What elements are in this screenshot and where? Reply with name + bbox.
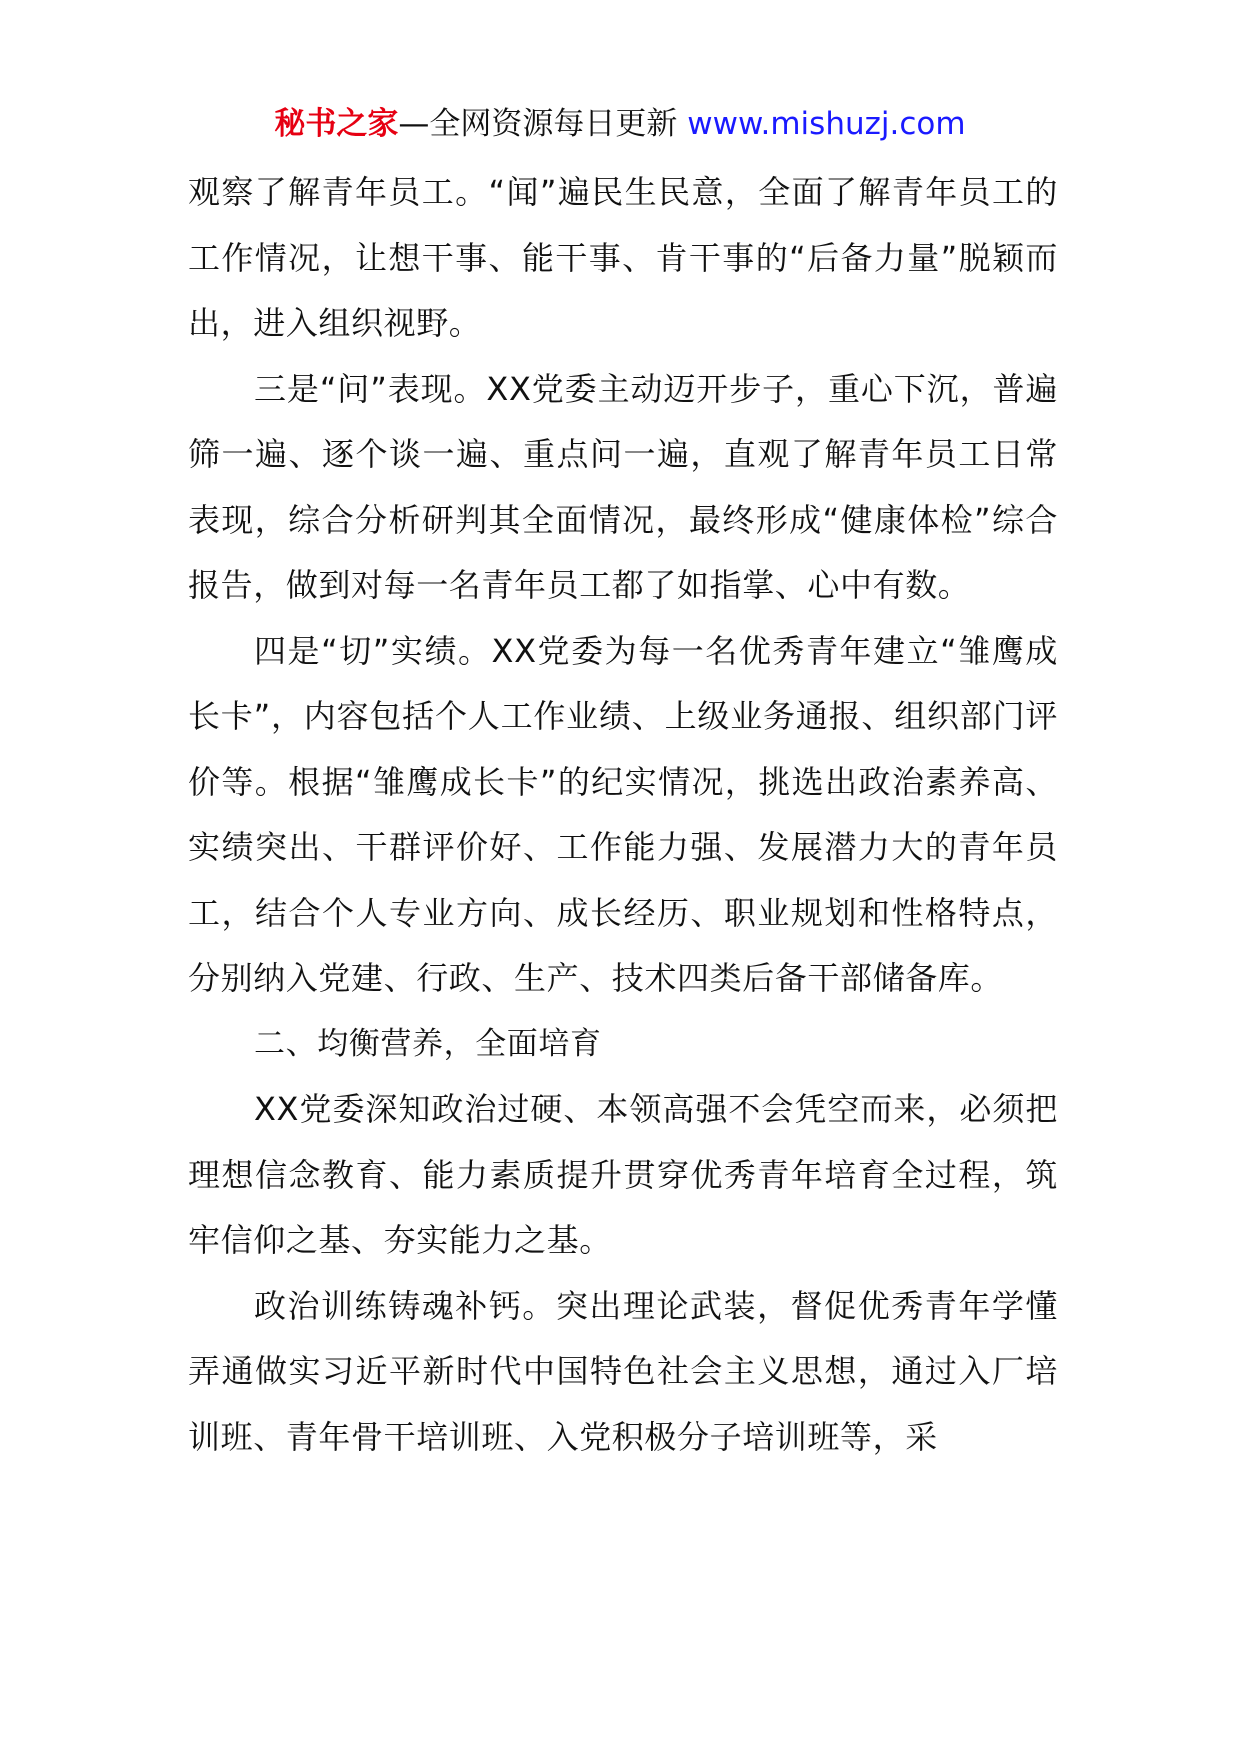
brand-name: 秘书之家	[274, 106, 399, 142]
paragraph-point-four: 四是“切”实绩。XX党委为每一名优秀青年建立“雏鹰成长卡”，内容包括个人工作业绩、上级业务通报、组织部门评价等。根据“雏鹰成长卡”的纪实情况，挑选出政治素养高、实绩突出、干群评价好、工作能力强、发展潜力大的青年员工，结合个人专业方向、成长经历、职业规划和性格特点，分别纳入党建、行政、生产、技术四类后备干部储备库。	[188, 631, 1058, 997]
paragraph-continuation: 观察了解青年员工。“闻”遍民生民意，全面了解青年员工的工作情况，让想干事、能干事、肯干事的“后备力量”脱颖而出，进入组织视野。	[188, 173, 1058, 342]
section-heading: 二、均衡营养，全面培育	[254, 1025, 602, 1062]
paragraph-section-intro: XX党委深知政治过硬、本领高强不会凭空而来，必须把理想信念教育、能力素质提升贯穿优秀青年培育全过程，筑牢信仰之基、夯实能力之基。	[188, 1090, 1058, 1259]
paragraph-point-three: 三是“问”表现。XX党委主动迈开步子，重心下沉，普遍筛一遍、逐个谈一遍、重点问一遍，直观了解青年员工日常表现，综合分析研判其全面情况，最终形成“健康体检”综合报告，做到对每一名青年员工都了如指掌、心中有数。	[188, 369, 1058, 604]
paragraph-political-training: 政治训练铸魂补钙。突出理论武装，督促优秀青年学懂弄通做实习近平新时代中国特色社会主义思想，通过入厂培训班、青年骨干培训班、入党积极分子培训班等，采	[188, 1286, 1058, 1456]
site-url-link[interactable]: www.mishuzj.com	[687, 106, 966, 142]
header-slogan: —全网资源每日更新	[398, 106, 678, 142]
document-body	[188, 160, 1058, 1470]
site-header	[0, 96, 1240, 152]
